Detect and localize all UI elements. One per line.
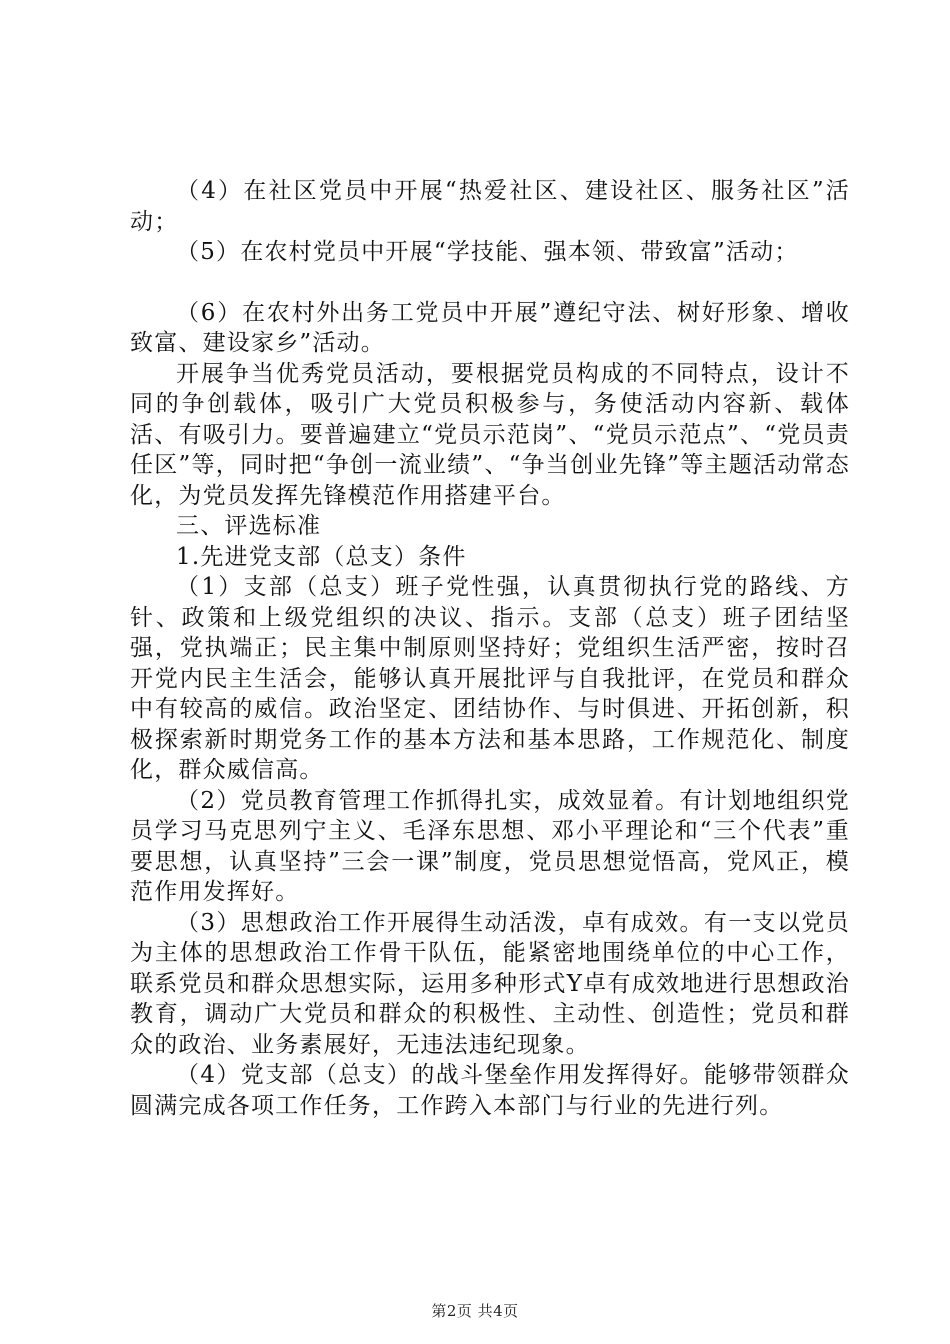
page-footer: 第2页 共4页 [431,1302,519,1320]
criterion-2: （2）党员教育管理工作抓得扎实，成效显着。有计划地组织党员学习马克思列宁主义、毛泽东思想、邓小平理论和“三个代表”重要思想，认真坚持”三会一课”制度，党员思想觉悟高，党风正，模范作用发挥好。 [130,787,850,905]
document-body [130,176,850,1121]
paragraph-community-activity: （4）在社区党员中开展“热爱社区、建设社区、服务社区”活动； [130,178,850,235]
criterion-1: （1）支部（总支）班子党性强，认真贯彻执行党的路线、方针、政策和上级党组织的决议、指示。支部（总支）班子团结坚强，党执端正；民主集中制原则坚持好；党组织生活严密，按时召开党内民主生活会，能够认真开展批评与自我批评，在党员和群众中有较高的威信。政治坚定、团结协作、与时俱进、开拓创新，积极探索新时期党务工作的基本方法和基本思路，工作规范化、制度化，群众威信高。 [130,574,850,783]
subheading-advanced-branch: 1.先进党支部（总支）条件 [176,543,467,570]
section-heading-criteria: 三、评选标准 [176,513,322,539]
paragraph-migrant-worker-activity: （6）在农村外出务工党员中开展”遵纪守法、树好形象、增收致富、建设家乡”活动。 [130,299,850,356]
paragraph-rural-activity: （5）在农村党员中开展“学技能、强本领、带致富”活动； [176,239,799,265]
paragraph-excellent-member-activity: 开展争当优秀党员活动，要根据党员构成的不同特点，设计不同的争创载体，吸引广大党员积极参与，务使活动内容新、载体活、有吸引力。要普遍建立“党员示范岗”、“党员示范点”、“党员责任区”等，同时把“争创一流业绩”、“争当创业先锋”等主题活动常态化，为党员发挥先锋模范作用搭建平台。 [130,360,850,509]
paragraph-gap [130,268,850,298]
criterion-4: （4）党支部（总支）的战斗堡垒作用发挥得好。能够带领群众圆满完成各项工作任务，工作跨入本部门与行业的先进行列。 [130,1062,850,1119]
criterion-3: （3）思想政治工作开展得生动活泼，卓有成效。有一支以党员为主体的思想政治工作骨干队伍，能紧密地围绕单位的中心工作，联系党员和群众思想实际，运用多种形式Y卓有成效地进行思想政治教育，调动广大党员和群众的积极性、主动性、创造性；党员和群众的政治、业务素展好，无违法违纪现象。 [130,909,850,1058]
